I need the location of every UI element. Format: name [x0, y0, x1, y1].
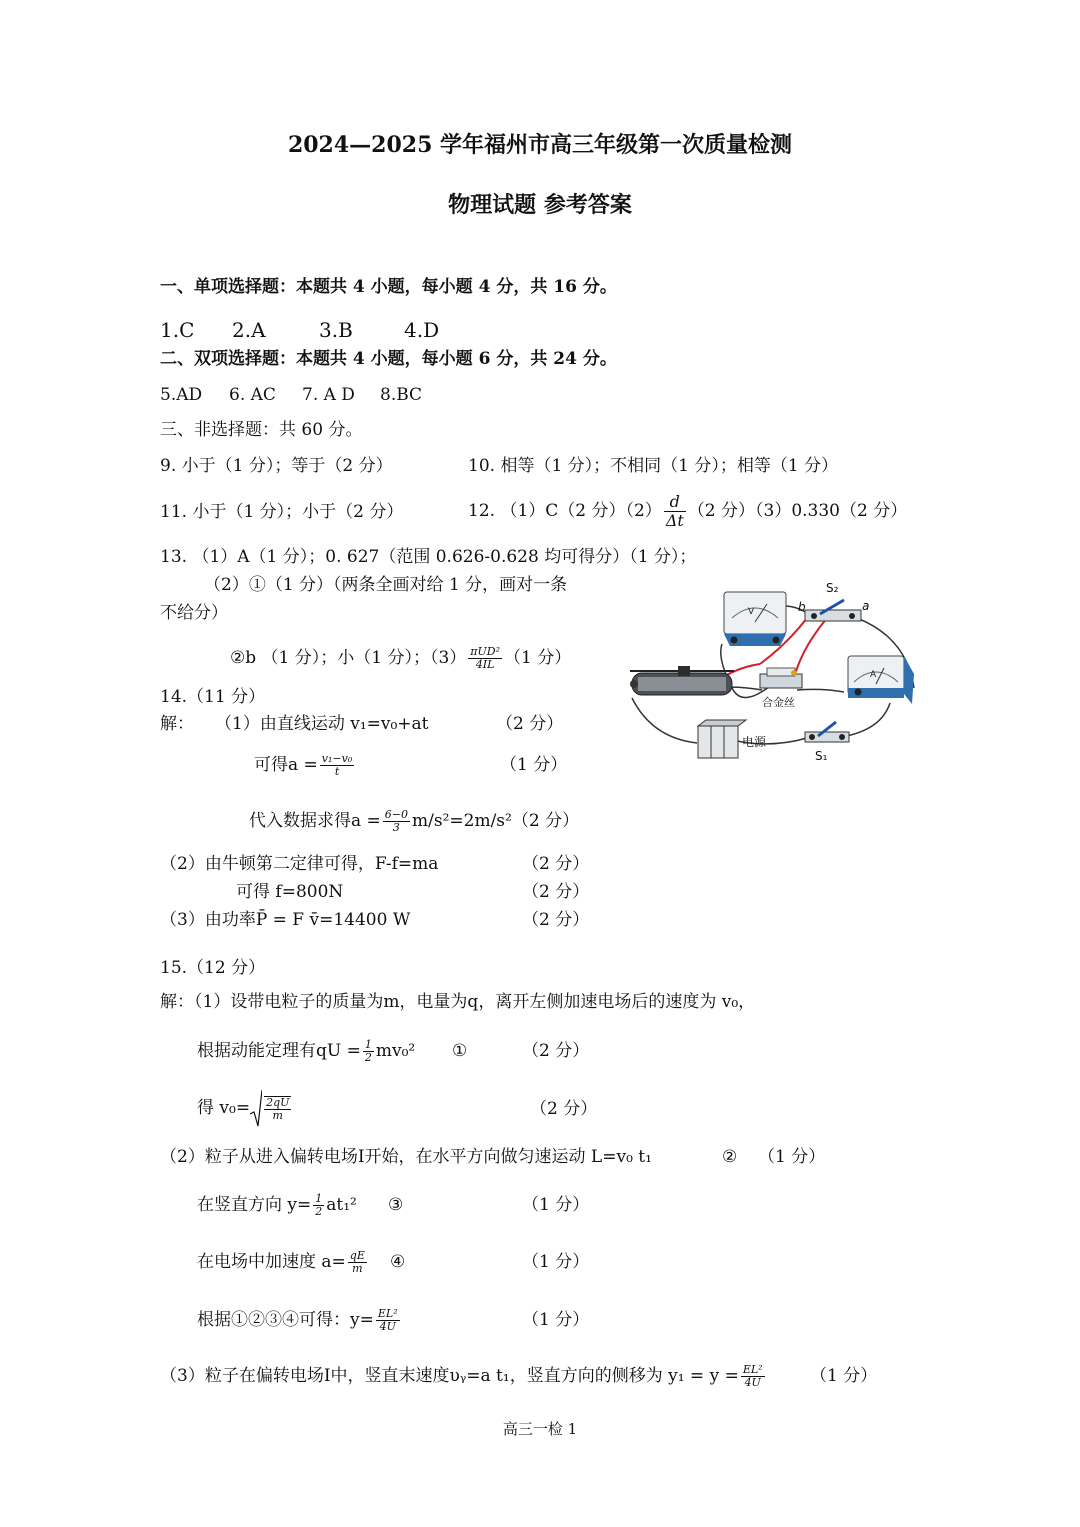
svg-text:合金丝: 合金丝 [762, 696, 795, 709]
q14-line5-score: （2 分） [522, 882, 590, 902]
alloy-wire [760, 668, 802, 709]
rheostat [630, 666, 734, 695]
answer-9: 9. 小于（1 分）；等于（2 分） [160, 456, 393, 476]
answer-13-line4: ②b （1 分）；小（1 分）；（3） $\frac{\text{πUD²}}{4IL}$ （1 分） [230, 645, 572, 671]
q15-line5: 在竖直方向 y= $\frac{1}{2}$ at₁² [197, 1192, 357, 1218]
wire-s1-ammeter [847, 703, 890, 736]
svg-text:V: V [748, 607, 755, 617]
answer-11: 11. 小于（1 分）；小于（2 分） [160, 502, 404, 522]
q15-line7: 根据①②③④可得：y= $\frac{\text{EL²}}{4U}$ [197, 1307, 398, 1333]
q15-line8-score: （1 分） [810, 1366, 878, 1386]
section2-heading: 二、双项选择题：本题共 4 小题，每小题 6 分，共 24 分。 [160, 349, 617, 369]
q15-line6-score: （1 分） [522, 1252, 590, 1272]
q15-line3: 得 v₀= $\frac{2qU}{m}$ [197, 1088, 293, 1129]
voltmeter [724, 592, 786, 646]
answer-2: 2.A [232, 318, 266, 342]
q15-line2-score: （2 分） [522, 1041, 590, 1061]
q15-line2: 根据动能定理有qU = $\frac{1}{2}$ mv₀² [197, 1038, 416, 1064]
q14-line1-score: （2 分） [496, 714, 564, 734]
q15-line4-circle: ② [722, 1147, 738, 1167]
page-footer: 高三一检 1 [502, 1420, 578, 1438]
q14-solution-label: 解： [160, 714, 194, 734]
answer-8: 8.BC [380, 385, 423, 405]
q15-line5-score: （1 分） [522, 1195, 590, 1215]
svg-text:S₁: S₁ [815, 749, 828, 763]
q14-head: 14.（11 分） [160, 687, 266, 707]
section1-heading: 一、单项选择题：本题共 4 小题，每小题 4 分，共 16 分。 [160, 277, 617, 297]
answer-3: 3.B [319, 318, 353, 342]
ammeter [848, 656, 914, 704]
q15-line6-circle: ④ [390, 1252, 406, 1272]
q15-line1: 解：（1）设带电粒子的质量为m，电量为q，离开左侧加速电场后的速度为 v₀， [160, 992, 756, 1012]
doc-title: 2024—2025 学年福州市高三年级第一次质量检测 [287, 132, 793, 158]
switch-s1 [805, 722, 849, 763]
circuit-diagram [622, 578, 922, 788]
q15-line8: （3）粒子在偏转电场Ⅰ中，竖直末速度υᵧ=a t₁，竖直方向的侧移为 y₁ = y = $\frac{\text{EL²}}{4U}$ [160, 1363, 763, 1389]
answer-6: 6. AC [229, 385, 276, 405]
wire-alloy-ammeter [797, 689, 844, 692]
q15-line6: 在电场中加速度 a= $\frac{qE}{m}$ [197, 1249, 365, 1275]
answer-1: 1.C [160, 318, 195, 342]
q15-line5-circle: ③ [388, 1195, 404, 1215]
answer-13-line2: （2）①（1 分）（两条全画对给 1 分，画对一条 [204, 575, 568, 595]
q14-line1: （1）由直线运动 v₁=v₀+at [215, 714, 429, 734]
power-supply [698, 720, 767, 758]
answer-13-line3: 不给分） [160, 603, 228, 623]
doc-subtitle: 物理试题 参考答案 [448, 192, 632, 218]
svg-text:S₂: S₂ [826, 581, 839, 595]
q14-line2-score: （1 分） [500, 755, 568, 775]
answer-7: 7. A D [302, 385, 355, 405]
answer-12: 12. （1）C（2 分）（2） $\frac{d}{\Delta t}$ （2 分）（3）0.330（2 分） [468, 492, 908, 530]
q14-line6-score: （2 分） [522, 910, 590, 930]
q14-line4-score: （2 分） [522, 854, 590, 874]
sqrt-symbol [250, 1089, 262, 1129]
svg-text:b: b [798, 600, 806, 614]
q15-line3-score: （2 分） [530, 1099, 598, 1119]
q15-line4: （2）粒子从进入偏转电场Ⅰ开始，在水平方向做匀速运动 L=v₀ t₁ [160, 1147, 652, 1167]
wire-rheostat-power [632, 698, 697, 743]
q14-line4: （2）由牛顿第二定律可得，F-f=ma [160, 854, 439, 874]
svg-text:电源: 电源 [742, 735, 767, 749]
q15-line2-circle: ① [452, 1041, 468, 1061]
q15-line7-score: （1 分） [522, 1310, 590, 1330]
q15-head: 15.（12 分） [160, 958, 266, 978]
q15-line4-score: （1 分） [758, 1147, 826, 1167]
svg-text:A: A [870, 670, 877, 680]
svg-text:a: a [862, 599, 870, 613]
answer-10: 10. 相等（1 分）；不相同（1 分）；相等（1 分） [468, 456, 839, 476]
switch-s2 [798, 581, 869, 621]
section3-heading: 三、非选择题：共 60 分。 [160, 420, 363, 440]
answer-13-line1: 13. （1）A（1 分）；0. 627（范围 0.626-0.628 均可得分）（1 分）； [160, 547, 697, 567]
answer-5: 5.AD [160, 385, 203, 405]
q14-line5: 可得 f=800N [236, 882, 344, 902]
q14-line2: 可得a = $\frac{\text{v₁−v₀}}{t}$ [254, 752, 353, 778]
answer-4: 4.D [404, 318, 440, 342]
q14-line3: 代入数据求得a = $\frac{6-0}{3}$ m/s²=2m/s²（2 分） [249, 808, 580, 834]
q14-line6: （3）由功率P̄ = F v̄=14400 W [160, 910, 411, 930]
